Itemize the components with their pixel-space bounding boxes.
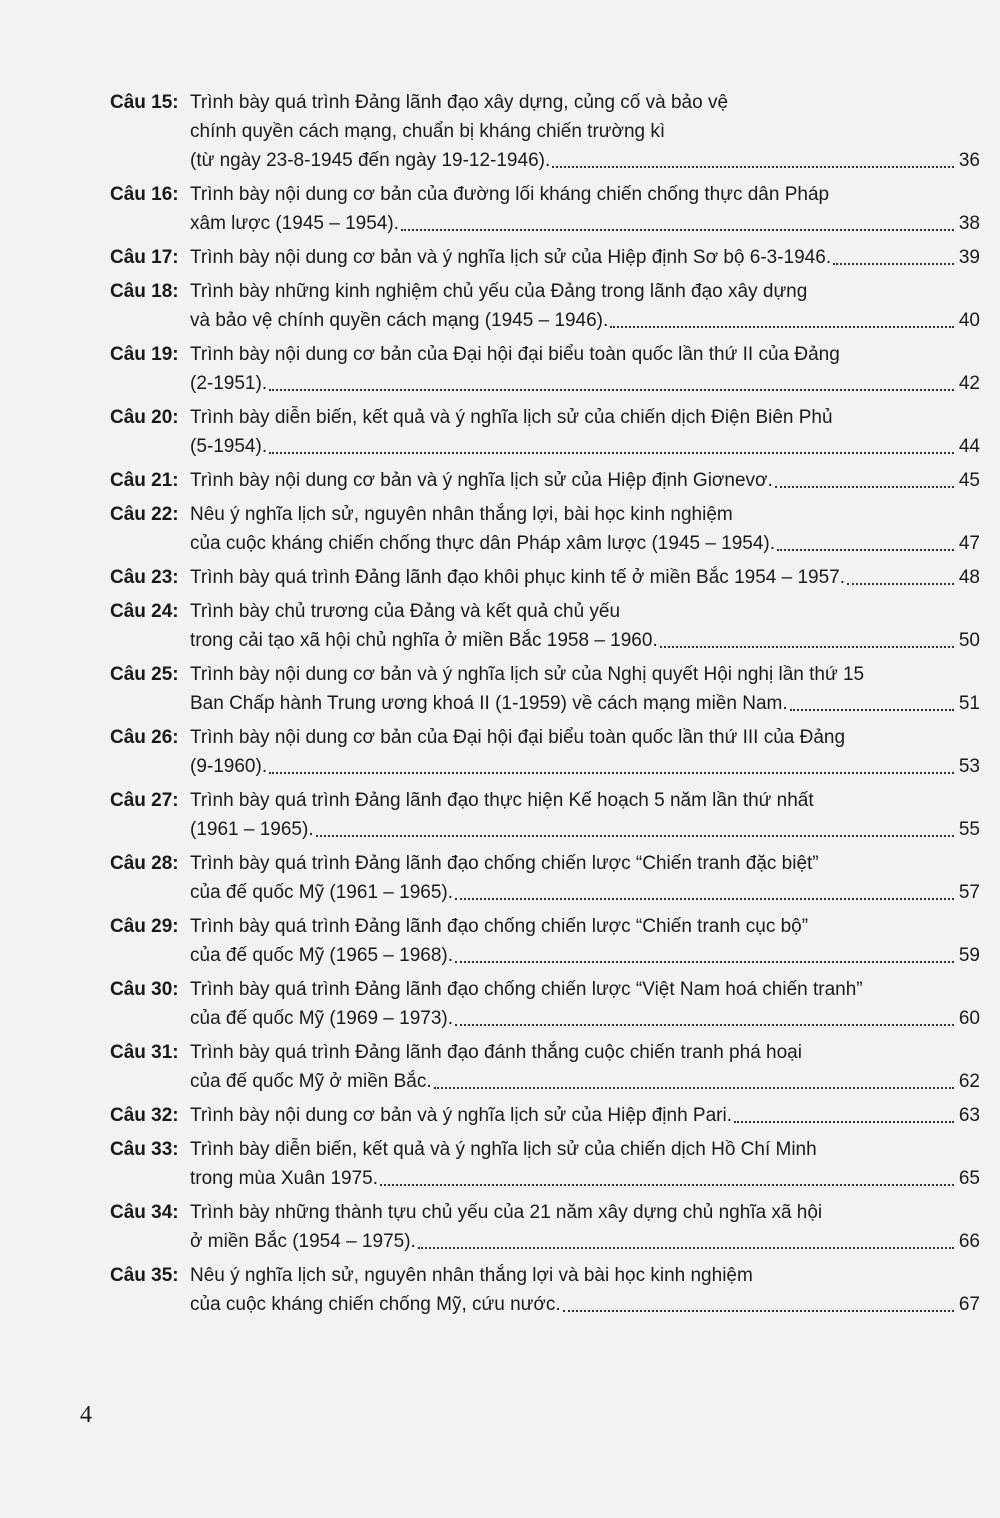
question-label: Câu 27: (110, 790, 179, 811)
entry-last-line (190, 752, 980, 782)
entry-page-number: 45 (958, 470, 980, 491)
question-label: Câu 19: (110, 344, 179, 365)
entry-title-text: Trình bày quá trình Đảng lãnh đạo chống chiến lược “Việt Nam hoá chiến tranh” (190, 979, 863, 1000)
page-number: 4 (80, 1402, 92, 1428)
entry-page-number: 44 (958, 436, 980, 457)
entry-last-line (190, 243, 980, 273)
question-label: Câu 29: (110, 916, 179, 937)
entry-page-number: 55 (958, 819, 980, 840)
entry-page-number: 51 (958, 693, 980, 714)
entry-title-text: của đế quốc Mỹ (1969 – 1973). (190, 1008, 454, 1029)
dot-leader (790, 708, 954, 711)
entry-line (190, 1135, 1000, 1165)
dot-leader (777, 548, 954, 551)
entry-line (190, 912, 1000, 942)
entry-last-line (190, 815, 980, 845)
entry-title-text: Trình bày quá trình Đảng lãnh đạo đánh thắng cuộc chiến tranh phá hoại (190, 1042, 802, 1063)
entry-line (190, 180, 1000, 210)
dot-leader (269, 388, 954, 391)
entry-title-text: Nêu ý nghĩa lịch sử, nguyên nhân thắng lợi và bài học kinh nghiệm (190, 1265, 753, 1286)
entry-title-text: của cuộc kháng chiến chống Mỹ, cứu nước. (190, 1294, 561, 1315)
entry-title-text: Ban Chấp hành Trung ương khoá II (1-1959) về cách mạng miền Nam. (190, 693, 788, 714)
entry-page-number: 65 (958, 1168, 980, 1189)
entry-title-text: của cuộc kháng chiến chống thực dân Pháp xâm lược (1945 – 1954). (190, 533, 776, 554)
entry-line (190, 849, 1000, 879)
question-label: Câu 22: (110, 504, 179, 525)
entry-title-text: trong mùa Xuân 1975. (190, 1168, 379, 1189)
dot-leader (380, 1183, 954, 1186)
dot-leader (775, 485, 954, 488)
entry-page-number: 48 (958, 567, 980, 588)
entry-title-text: của đế quốc Mỹ (1961 – 1965). (190, 882, 454, 903)
entry-line (190, 403, 1000, 433)
entry-line (190, 117, 1000, 147)
dot-leader (455, 1023, 954, 1026)
question-label: Câu 33: (110, 1139, 179, 1160)
entry-page-number: 42 (958, 373, 980, 394)
question-label: Câu 15: (110, 92, 179, 113)
dot-leader (563, 1309, 954, 1312)
dot-leader (418, 1246, 954, 1249)
dot-leader (269, 771, 954, 774)
entry-title-text: Trình bày quá trình Đảng lãnh đạo thực hiện Kế hoạch 5 năm lần thứ nhất (190, 790, 814, 811)
question-label: Câu 16: (110, 184, 179, 205)
entry-title-text: Trình bày quá trình Đảng lãnh đạo chống chiến lược “Chiến tranh đặc biệt” (190, 853, 819, 874)
entry-title-text: Trình bày quá trình Đảng lãnh đạo chống chiến lược “Chiến tranh cục bộ” (190, 916, 809, 937)
entry-title-text: chính quyền cách mạng, chuẩn bị kháng chiến trường kì (190, 121, 666, 142)
dot-leader (434, 1086, 954, 1089)
entry-title-text: Trình bày nội dung cơ bản và ý nghĩa lịch sử của Nghị quyết Hội nghị lần thứ 15 (190, 664, 865, 685)
entry-title-text: xâm lược (1945 – 1954). (190, 213, 399, 234)
entry-title-text: Trình bày quá trình Đảng lãnh đạo khôi phục kinh tế ở miền Bắc 1954 – 1957. (190, 567, 846, 588)
entry-last-line (190, 1290, 980, 1320)
entry-last-line (190, 146, 980, 176)
entry-page-number: 67 (958, 1294, 980, 1315)
entry-line (190, 597, 1000, 627)
entry-last-line (190, 1004, 980, 1034)
entry-title-text: (từ ngày 23-8-1945 đến ngày 19-12-1946). (190, 150, 551, 171)
dot-leader (847, 582, 954, 585)
entry-line (190, 277, 1000, 307)
entry-title-text: Trình bày những thành tựu chủ yếu của 21 năm xây dựng chủ nghĩa xã hội (190, 1202, 823, 1223)
entry-line (190, 340, 1000, 370)
entry-page-number: 47 (958, 533, 980, 554)
entry-title-text: Trình bày nội dung cơ bản của đường lối kháng chiến chống thực dân Pháp (190, 184, 830, 205)
entry-title-text: và bảo vệ chính quyền cách mạng (1945 – 1946). (190, 310, 609, 331)
entry-page-number: 59 (958, 945, 980, 966)
question-label: Câu 34: (110, 1202, 179, 1223)
entry-line (190, 975, 1000, 1005)
question-label: Câu 32: (110, 1105, 179, 1126)
entry-page-number: 53 (958, 756, 980, 777)
entry-title-text: Trình bày nội dung cơ bản và ý nghĩa lịch sử của Hiệp định Giơnevơ. (190, 470, 773, 491)
dot-leader (316, 834, 954, 837)
dot-leader (455, 897, 954, 900)
entry-last-line (190, 689, 980, 719)
question-label: Câu 23: (110, 567, 179, 588)
entry-title-text: Trình bày những kinh nghiệm chủ yếu của Đảng trong lãnh đạo xây dựng (190, 281, 808, 302)
question-label: Câu 18: (110, 281, 179, 302)
dot-leader (455, 960, 954, 963)
entry-page-number: 39 (958, 247, 980, 268)
entry-last-line (190, 369, 980, 399)
question-label: Câu 25: (110, 664, 179, 685)
entry-title-text: Trình bày nội dung cơ bản và ý nghĩa lịch sử của Hiệp định Pari. (190, 1105, 733, 1126)
dot-leader (833, 262, 954, 265)
entry-line (190, 1038, 1000, 1068)
entry-line (190, 88, 1000, 118)
entry-page-number: 62 (958, 1071, 980, 1092)
entry-last-line (190, 306, 980, 336)
entry-line (190, 723, 1000, 753)
entry-title-text: Trình bày nội dung cơ bản của Đại hội đại biểu toàn quốc lần thứ II của Đảng (190, 344, 840, 365)
entry-line (190, 1261, 1000, 1291)
entry-last-line (190, 563, 980, 593)
dot-leader (269, 451, 954, 454)
entry-title-text: Trình bày chủ trương của Đảng và kết quả chủ yếu (190, 601, 621, 622)
entry-last-line (190, 1067, 980, 1097)
entry-line (190, 1198, 1000, 1228)
entry-page-number: 63 (958, 1105, 980, 1126)
entry-last-line (190, 529, 980, 559)
entry-title-text: Trình bày quá trình Đảng lãnh đạo xây dựng, củng cố và bảo vệ (190, 92, 729, 113)
entry-title-text: trong cải tạo xã hội chủ nghĩa ở miền Bắc 1958 – 1960. (190, 630, 658, 651)
entry-last-line (190, 1101, 980, 1131)
entry-line (190, 786, 1000, 816)
dot-leader (401, 228, 954, 231)
entry-title-text: Trình bày diễn biến, kết quả và ý nghĩa lịch sử của chiến dịch Hồ Chí Minh (190, 1139, 817, 1160)
question-label: Câu 28: (110, 853, 179, 874)
entry-title-text: (1961 – 1965). (190, 819, 314, 840)
dot-leader (660, 645, 954, 648)
entry-page-number: 50 (958, 630, 980, 651)
entry-title-text: Nêu ý nghĩa lịch sử, nguyên nhân thắng lợi, bài học kinh nghiệm (190, 504, 733, 525)
entry-title-text: (9-1960). (190, 756, 268, 777)
entry-last-line (190, 466, 980, 496)
entry-page-number: 57 (958, 882, 980, 903)
question-label: Câu 24: (110, 601, 179, 622)
entry-page-number: 38 (958, 213, 980, 234)
entry-title-text: Trình bày diễn biến, kết quả và ý nghĩa lịch sử của chiến dịch Điện Biên Phủ (190, 407, 833, 428)
dot-leader (734, 1120, 954, 1123)
question-label: Câu 17: (110, 247, 179, 268)
entry-page-number: 36 (958, 150, 980, 171)
entry-last-line (190, 878, 980, 908)
entry-last-line (190, 209, 980, 239)
question-label: Câu 31: (110, 1042, 179, 1063)
entry-title-text: Trình bày nội dung cơ bản và ý nghĩa lịch sử của Hiệp định Sơ bộ 6-3-1946. (190, 247, 832, 268)
entry-last-line (190, 1227, 980, 1257)
entry-line (190, 660, 1000, 690)
entry-last-line (190, 432, 980, 462)
entry-title-text: của đế quốc Mỹ (1965 – 1968). (190, 945, 454, 966)
entry-title-text: của đế quốc Mỹ ở miền Bắc. (190, 1071, 432, 1092)
entry-title-text: Trình bày nội dung cơ bản của Đại hội đại biểu toàn quốc lần thứ III của Đảng (190, 727, 846, 748)
entry-title-text: (5-1954). (190, 436, 268, 457)
entry-last-line (190, 626, 980, 656)
question-label: Câu 21: (110, 470, 179, 491)
entry-last-line (190, 941, 980, 971)
question-label: Câu 20: (110, 407, 179, 428)
entry-title-text: ở miền Bắc (1954 – 1975). (190, 1231, 416, 1252)
question-label: Câu 35: (110, 1265, 179, 1286)
entry-page-number: 66 (958, 1231, 980, 1252)
entry-last-line (190, 1164, 980, 1194)
entry-line (190, 500, 1000, 530)
question-label: Câu 26: (110, 727, 179, 748)
entry-page-number: 40 (958, 310, 980, 331)
question-label: Câu 30: (110, 979, 179, 1000)
dot-leader (610, 325, 954, 328)
entry-title-text: (2-1951). (190, 373, 268, 394)
entry-page-number: 60 (958, 1008, 980, 1029)
dot-leader (552, 165, 954, 168)
